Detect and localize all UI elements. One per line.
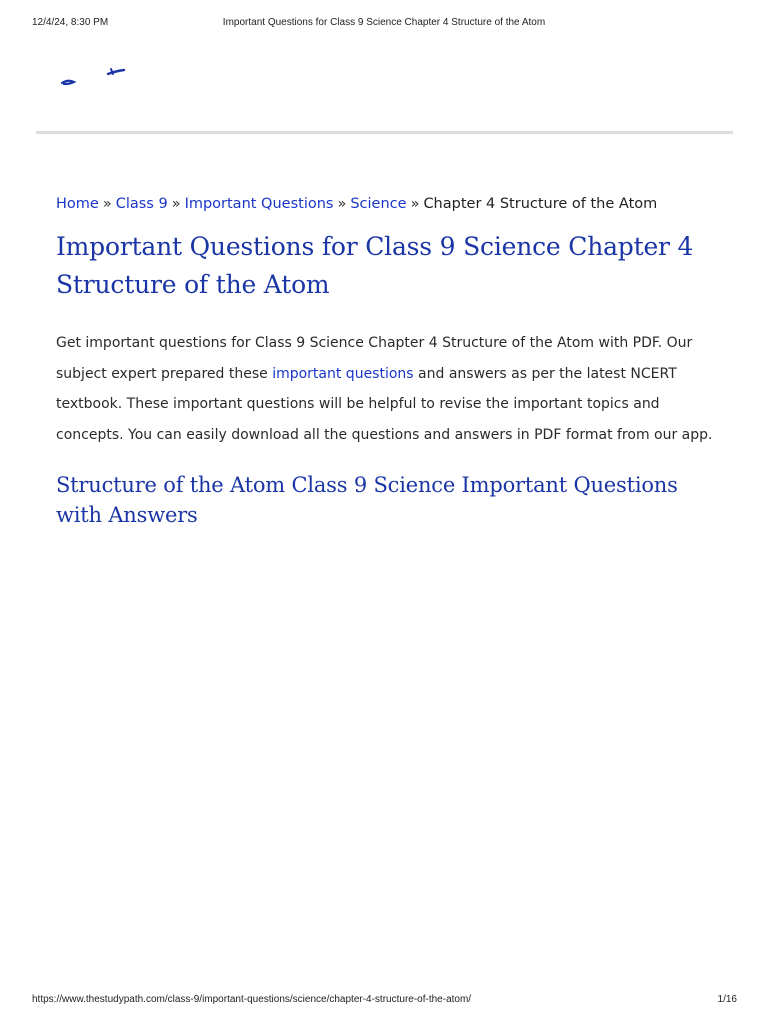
breadcrumb-current: Chapter 4 Structure of the Atom bbox=[423, 196, 658, 212]
breadcrumb-separator: » bbox=[337, 196, 347, 212]
breadcrumb-important-questions-link[interactable]: Important Questions bbox=[184, 196, 334, 212]
breadcrumb-science-link[interactable]: Science bbox=[350, 196, 407, 212]
breadcrumb-home-link[interactable]: Home bbox=[56, 196, 99, 212]
intro-text-after-link: and answers as per the latest NCERT textbook. These important questions will be helpful to revise the important topics and concepts. You can easily download all the questions and answers in PDF format from our app. bbox=[56, 365, 713, 443]
site-logo-icon[interactable] bbox=[58, 64, 130, 88]
section-heading: Structure of the Atom Class 9 Science Important Questions with Answers bbox=[56, 473, 678, 527]
print-page-title: Important Questions for Class 9 Science Chapter 4 Structure of the Atom bbox=[222, 17, 546, 28]
breadcrumb-class-9-link[interactable]: Class 9 bbox=[115, 196, 168, 212]
article-content bbox=[56, 190, 726, 530]
header-divider bbox=[36, 131, 733, 134]
intro-paragraph bbox=[56, 328, 726, 450]
breadcrumb-separator: » bbox=[171, 196, 181, 212]
print-footer bbox=[0, 994, 768, 1008]
print-header bbox=[0, 17, 768, 31]
print-date: 12/4/24, 8:30 PM bbox=[32, 17, 109, 28]
breadcrumb-separator: » bbox=[410, 196, 420, 212]
breadcrumb-separator: » bbox=[102, 196, 112, 212]
important-questions-link[interactable]: important questions bbox=[272, 365, 414, 382]
print-page-number: 1/16 bbox=[717, 994, 737, 1005]
breadcrumb bbox=[56, 190, 726, 218]
page-title: Important Questions for Class 9 Science Chapter 4 Structure of the Atom bbox=[56, 232, 694, 299]
intro-text-before-link: Get important questions for Class 9 Science Chapter 4 Structure of the Atom with PDF. Our subject expert prepared these bbox=[56, 335, 693, 382]
print-url: https://www.thestudypath.com/class-9/important-questions/science/chapter-4-structure-of-the-atom/ bbox=[32, 994, 472, 1005]
